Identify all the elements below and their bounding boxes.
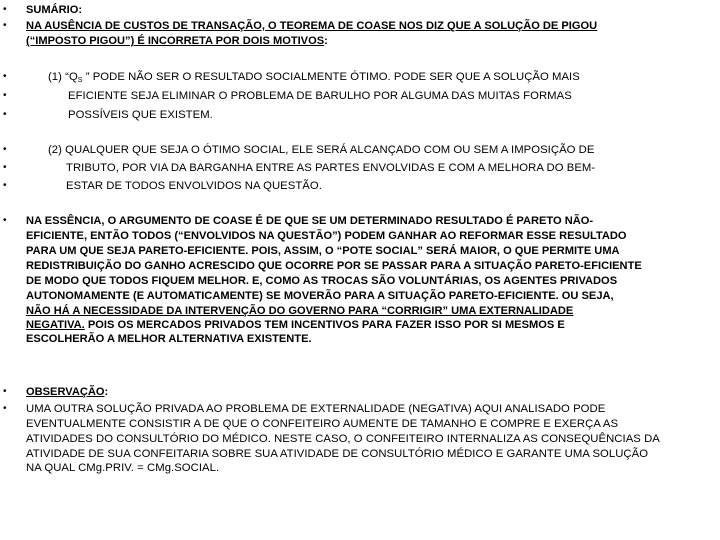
- list-item-continuation: [0, 229, 720, 243]
- line-text: EFICIENTE, ENTÃO TODOS (“ENVOLVIDOS NA QUESTÃO”) PODEM GANHAR AO REFORMAR ESSE RESULTADO: [26, 230, 627, 242]
- line-text: ESCOLHERÃO A MELHOR ALTERNATIVA EXISTENTE.: [26, 333, 312, 345]
- bullet-icon: •: [3, 90, 7, 101]
- line-text: AUTONOMAMENTE (E AUTOMATICAMENTE) SE MOVERÃO PARA A SITUAÇÃO PARETO-EFICIENTE. OU SEJA,: [26, 290, 614, 302]
- list-item: [0, 70, 720, 84]
- bullet-icon: •: [3, 144, 7, 155]
- observation-heading: OBSERVAÇÃO: [26, 386, 105, 398]
- list-item: [0, 3, 720, 17]
- line-text: PARA UM QUE SEJA PARETO-EFICIENTE. POIS, ASSIM, O “POTE SOCIAL” SERÁ MAIOR, O QUE PERMITE UMA: [26, 245, 620, 257]
- bullet-icon: •: [3, 4, 7, 15]
- bullet-icon: •: [3, 386, 7, 397]
- bullet-icon: •: [3, 403, 7, 414]
- line-text: (2) QUALQUER QUE SEJA O ÓTIMO SOCIAL, ELE SERÁ ALCANÇADO COM OU SEM A IMPOSIÇÃO DE: [48, 144, 595, 156]
- bullet-icon: •: [3, 180, 7, 191]
- list-item: [0, 385, 720, 399]
- line-suffix: :: [104, 386, 109, 398]
- line-text: UMA OUTRA SOLUÇÃO PRIVADA AO PROBLEMA DE EXTERNALIDADE (NEGATIVA) AQUI ANALISADO PODE: [26, 403, 606, 415]
- line-text: EFICIENTE SEJA ELIMINAR O PROBLEMA DE BARULHO POR ALGUMA DAS MUITAS FORMAS: [68, 90, 572, 102]
- list-item: [0, 19, 720, 33]
- line-text: NÃO HÁ A NECESSIDADE DA INTERVENÇÃO DO GOVERNO PARA “CORRIGIR” UMA EXTERNALIDADE: [26, 305, 574, 317]
- list-item-continuation: [0, 461, 720, 475]
- line-text: REDISTRIBUIÇÃO DO GANHO ACRESCIDO QUE OCORRE POR SE PASSAR PARA A SITUAÇÃO PARETO-EFICIENTE: [26, 260, 642, 272]
- line-text: DE MODO QUE TODOS FIQUEM MELHOR. E, COMO AS TROCAS SÃO VOLUNTÁRIAS, OS AGENTES PRIVADOS: [26, 275, 618, 287]
- line-text: NEGATIVA.: [26, 319, 85, 331]
- line-text: NA ESSÊNCIA, O ARGUMENTO DE COASE É DE QUE SE UM DETERMINADO RESULTADO É PARETO NÃO-: [26, 215, 594, 227]
- line-rest: POIS OS MERCADOS PRIVADOS TEM INCENTIVOS PARA FAZER ISSO POR SI MESMOS E: [84, 319, 565, 331]
- list-item-continuation: [0, 34, 720, 48]
- list-item-continuation: [0, 274, 720, 288]
- list-item: [0, 402, 720, 416]
- summary-heading: SUMÁRIO:: [26, 4, 83, 16]
- line-text: NA QUAL CMg.PRIV. = CMg.SOCIAL.: [26, 462, 220, 474]
- list-item: [0, 143, 720, 157]
- bullet-icon: •: [3, 109, 7, 120]
- list-item: [0, 161, 720, 175]
- line-text: (“IMPOSTO PIGOU”) É INCORRETA POR DOIS MOTIVOS: [26, 35, 325, 47]
- line-text: ESTAR DE TODOS ENVOLVIDOS NA QUESTÃO.: [66, 180, 322, 192]
- list-item-continuation: [0, 332, 720, 346]
- bullet-icon: •: [3, 162, 7, 173]
- bullet-icon: •: [3, 215, 7, 226]
- subscript: S: [77, 77, 83, 84]
- line-text: POSSÍVEIS QUE EXISTEM.: [68, 109, 213, 121]
- line-suffix: :: [324, 35, 328, 47]
- list-item: [0, 179, 720, 193]
- list-item-continuation: [0, 318, 720, 332]
- line-rest: ” PODE NÃO SER O RESULTADO SOCIALMENTE ÓTIMO. PODE SER QUE A SOLUÇÃO MAIS: [82, 71, 580, 83]
- list-item-continuation: [0, 289, 720, 303]
- list-item-continuation: [0, 304, 720, 318]
- list-item-continuation: [0, 447, 720, 461]
- line-text: EVENTUALMENTE CONSISTIR A DE QUE O CONFEITEIRO AUMENTE DE TAMANHO E COMPRE E EXERÇA AS: [26, 418, 619, 430]
- line-text: TRIBUTO, POR VIA DA BARGANHA ENTRE AS PARTES ENVOLVIDAS E COM A MELHORA DO BEM-: [66, 162, 596, 174]
- list-item-continuation: [0, 432, 720, 446]
- bullet-icon: •: [3, 71, 7, 82]
- bullet-icon: •: [3, 20, 7, 31]
- list-item: [0, 108, 720, 122]
- line-text: ATIVIDADE DE SUA CONFEITARIA SOBRE SUA ATIVIDADE DE CONSULTÓRIO MÉDICO E GARANTE UMA SOLUÇÃO: [26, 448, 649, 460]
- list-item-continuation: [0, 259, 720, 273]
- line-text: ATIVIDADES DO CONSULTÓRIO DO MÉDICO. NESTE CASO, O CONFEITEIRO INTERNALIZA AS CONSEQUÊNCIAS DA: [26, 433, 660, 445]
- list-item-continuation: [0, 417, 720, 431]
- line-text: (1) “Q: [48, 71, 78, 83]
- list-item-continuation: [0, 244, 720, 258]
- line-text: NA AUSÊNCIA DE CUSTOS DE TRANSAÇÃO, O TEOREMA DE COASE NOS DIZ QUE A SOLUÇÃO DE PIGOU: [26, 20, 598, 32]
- list-item: [0, 214, 720, 228]
- list-item: [0, 89, 720, 103]
